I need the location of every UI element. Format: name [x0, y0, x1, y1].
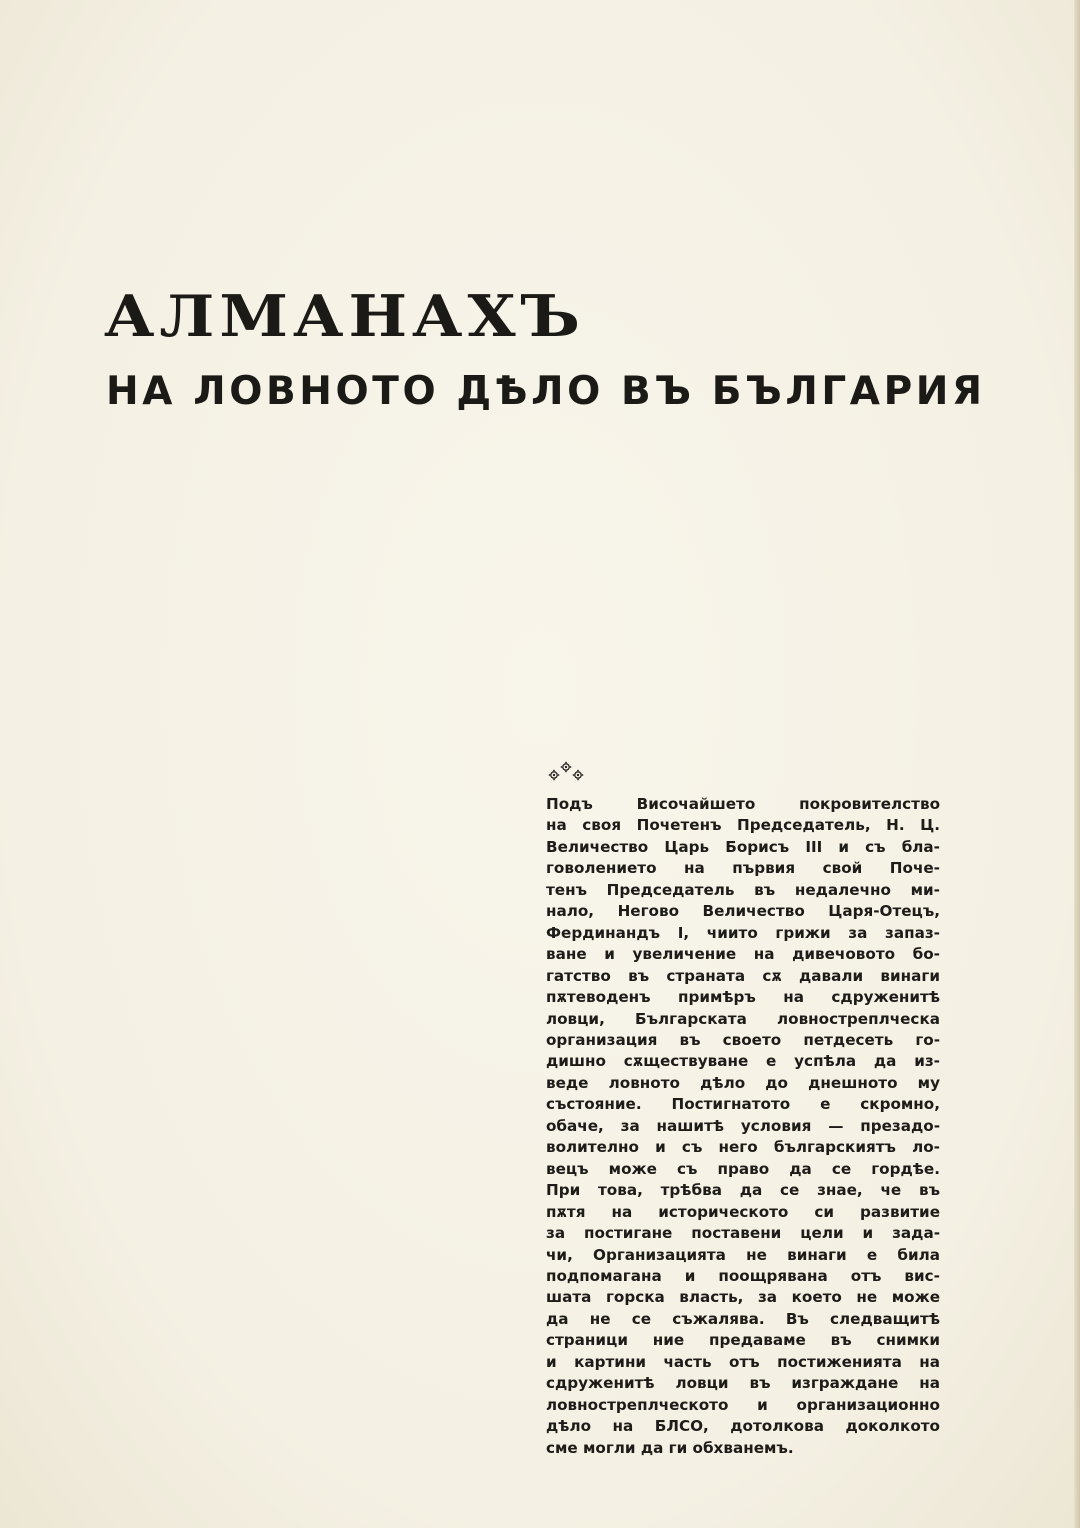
paragraph-line: гатство въ страната сѫ давали винаги [546, 966, 940, 985]
paragraph-line: волително и съ него българскиятъ ло- [546, 1138, 940, 1157]
paragraph-line: шата горска власть, за което не може [546, 1288, 940, 1307]
page-title: АЛМАНАХЪ [104, 282, 585, 350]
body-paragraph [546, 794, 940, 1459]
paragraph-line: за постигане поставени цели и зада- [546, 1224, 940, 1243]
paragraph-line: дишно сѫществуване е успѣла да из- [546, 1052, 940, 1071]
paragraph-line: сме могли да ги обхванемъ. [546, 1438, 794, 1457]
paragraph-line: Фердинандъ I, чиито грижи за запаз- [546, 923, 940, 942]
paragraph-line: сдруженитѣ ловци въ изграждане на [546, 1374, 940, 1393]
paragraph-line: говолението на първия свой Поче- [546, 859, 940, 878]
paragraph-line: подпомагана и поощрявана отъ вис- [546, 1266, 940, 1285]
paragraph-line: тенъ Председатель въ недалечно ми- [546, 880, 940, 899]
paragraph-line: на своя Почетенъ Председатель, Н. Ц. [546, 816, 940, 835]
paragraph-line: страници ние предаваме въ снимки [546, 1331, 940, 1350]
paragraph-line: ловностреплческото и организационно [546, 1395, 940, 1414]
paragraph-line: да не се съжалява. Въ следващитѣ [546, 1309, 940, 1328]
paragraph-line: веде ловното дѣло до днешното му [546, 1073, 940, 1092]
paragraph-line: обаче, за нашитѣ условия — презадо- [546, 1116, 940, 1135]
paragraph-line: вецъ може съ право да се гордѣе. [546, 1159, 940, 1178]
paragraph-line: и картини часть отъ постиженията на [546, 1352, 940, 1371]
paragraph-line: Величество Царь Борисъ III и съ бла- [546, 837, 940, 856]
paragraph-line: нало, Негово Величество Царя-Отецъ, [546, 902, 940, 921]
page-edge-shadow [1074, 0, 1080, 1528]
three-flower-ornament-icon [548, 760, 588, 784]
paragraph-line: организация въ своето петдесеть го- [546, 1030, 940, 1049]
paragraph-line: пѫтеводенъ примѣръ на сдруженитѣ [546, 988, 940, 1007]
page-subtitle: НА ЛОВНОТО ДѢЛО ВЪ БЪЛГАРИЯ [106, 369, 986, 414]
paragraph-line: пѫтя на историческото си развитие [546, 1202, 940, 1221]
paragraph-line: ловци, Българската ловностреплческа [546, 1009, 940, 1028]
paragraph-line: чи, Организацията не винаги е била [546, 1245, 940, 1264]
paragraph-line: Подъ Височайшето покровителство [546, 795, 940, 813]
paragraph-line: състояние. Постигнатото е скромно, [546, 1095, 940, 1114]
paragraph-line: дѣло на БЛСО, дотолкова доколкото [546, 1417, 940, 1436]
paragraph-line: ване и увеличение на дивечовото бо- [546, 945, 940, 964]
paragraph-line: При това, трѣбва да се знае, че въ [546, 1181, 940, 1200]
